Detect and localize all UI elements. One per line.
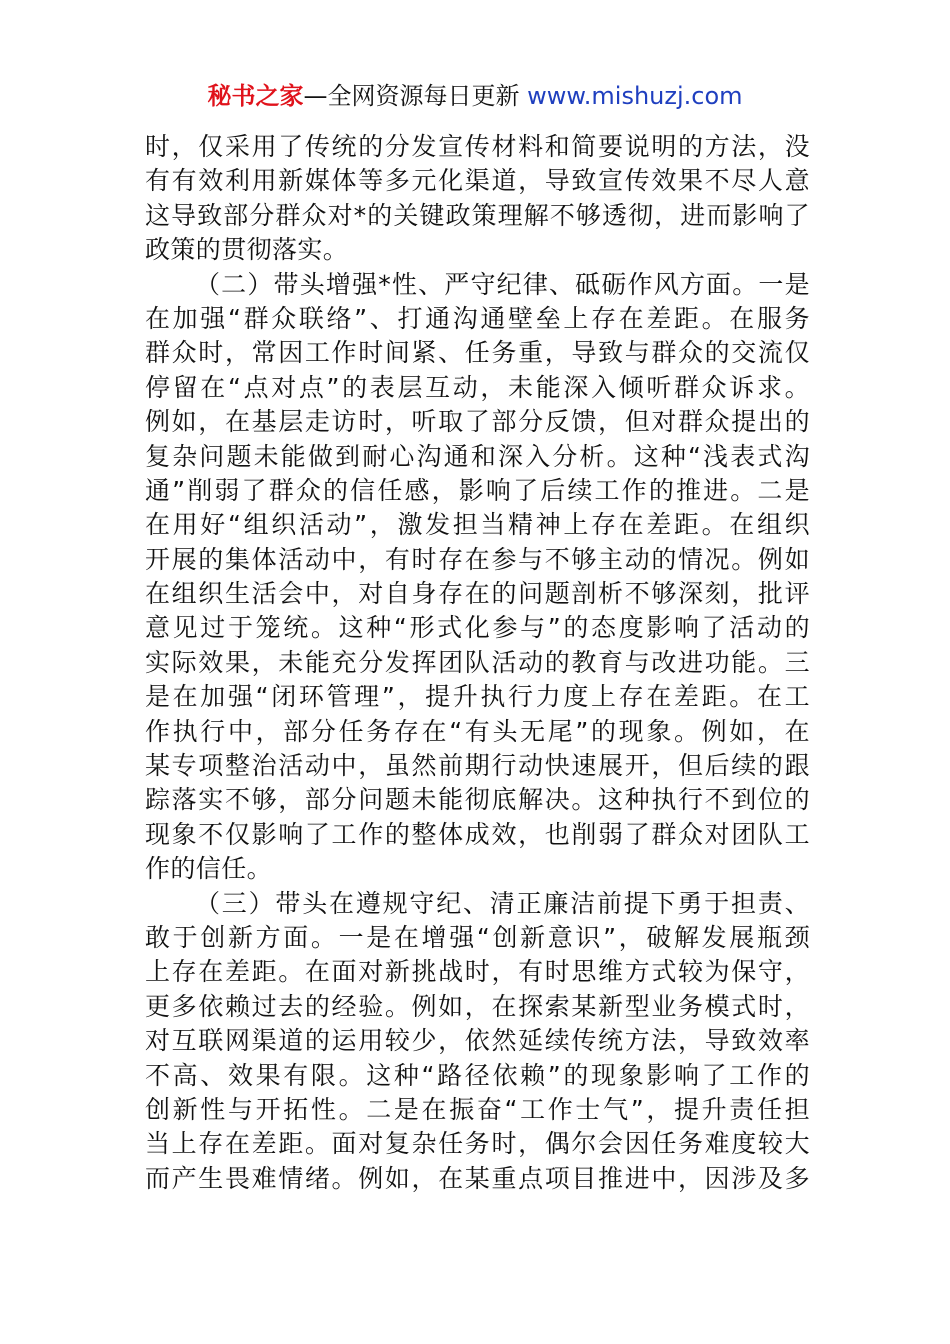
- text-line: 政策的贯彻落实。: [145, 235, 349, 265]
- text-line: 群众时，常因工作时间紧、任务重，导致与群众的交流仅: [145, 338, 810, 368]
- text-line: 在组织生活会中，对自身存在的问题剖析不够深刻，批评: [145, 579, 810, 609]
- text-line: 当上存在差距。面对复杂任务时，偶尔会因任务难度较大: [145, 1129, 810, 1159]
- text-line: 实际效果，未能充分发挥团队活动的教育与改进功能。三: [145, 647, 810, 677]
- text-line: 敢于创新方面。一是在增强“创新意识”，破解发展瓶颈: [145, 922, 810, 952]
- header-tagline: —全网资源每日更新: [303, 82, 528, 110]
- document-body: [145, 130, 810, 1196]
- text-line: 作的信任。: [145, 854, 273, 884]
- text-line: （二）带头增强*性、严守纪律、砥砺作风方面。一是: [195, 269, 810, 299]
- text-line: 上存在差距。在面对新挑战时，有时思维方式较为保守，: [145, 957, 810, 987]
- text-line: 更多依赖过去的经验。例如，在探索某新型业务模式时，: [145, 991, 810, 1021]
- brand-name: 秘书之家: [207, 82, 304, 110]
- text-line: 有有效利用新媒体等多元化渠道，导致宣传效果不尽人意: [145, 166, 810, 196]
- text-line: 这导致部分群众对*的关键政策理解不够透彻，进而影响了: [145, 200, 810, 230]
- text-line: 对互联网渠道的运用较少，依然延续传统方法，导致效率: [145, 1026, 810, 1056]
- text-line: 现象不仅影响了工作的整体成效，也削弱了群众对团队工: [145, 819, 810, 849]
- text-line: 不高、效果有限。这种“路径依赖”的现象影响了工作的: [145, 1060, 810, 1090]
- text-line: 时，仅采用了传统的分发宣传材料和简要说明的方法，没: [145, 132, 810, 161]
- text-line: 例如，在基层走访时，听取了部分反馈，但对群众提出的: [145, 407, 810, 437]
- text-line: 踪落实不够，部分问题未能彻底解决。这种执行不到位的: [145, 785, 810, 815]
- text-line: 开展的集体活动中，有时存在参与不够主动的情况。例如: [145, 544, 810, 574]
- site-url-link[interactable]: www.mishuzj.com: [527, 82, 743, 110]
- text-line: 某专项整治活动中，虽然前期行动快速展开，但后续的跟: [145, 751, 810, 781]
- text-line: 而产生畏难情绪。例如，在某重点项目推进中，因涉及多: [145, 1163, 810, 1193]
- text-line: 作执行中，部分任务存在“有头无尾”的现象。例如，在: [145, 716, 810, 746]
- text-line: 复杂问题未能做到耐心沟通和深入分析。这种“浅表式沟: [145, 441, 810, 471]
- text-line: 在加强“群众联络”、打通沟通壁垒上存在差距。在服务: [145, 303, 810, 333]
- text-line: （三）带头在遵规守纪、清正廉洁前提下勇于担责、: [195, 888, 810, 918]
- text-line: 在用好“组织活动”，激发担当精神上存在差距。在组织: [145, 510, 810, 540]
- text-line: 通”削弱了群众的信任感，影响了后续工作的推进。二是: [145, 475, 810, 505]
- text-line: 是在加强“闭环管理”，提升执行力度上存在差距。在工: [145, 682, 810, 712]
- text-line: 创新性与开拓性。二是在振奋“工作士气”，提升责任担: [145, 1094, 810, 1124]
- text-line: 意见过于笼统。这种“形式化参与”的态度影响了活动的: [145, 613, 810, 643]
- text-line: 停留在“点对点”的表层互动，未能深入倾听群众诉求。: [145, 372, 810, 402]
- page-header: [0, 80, 950, 112]
